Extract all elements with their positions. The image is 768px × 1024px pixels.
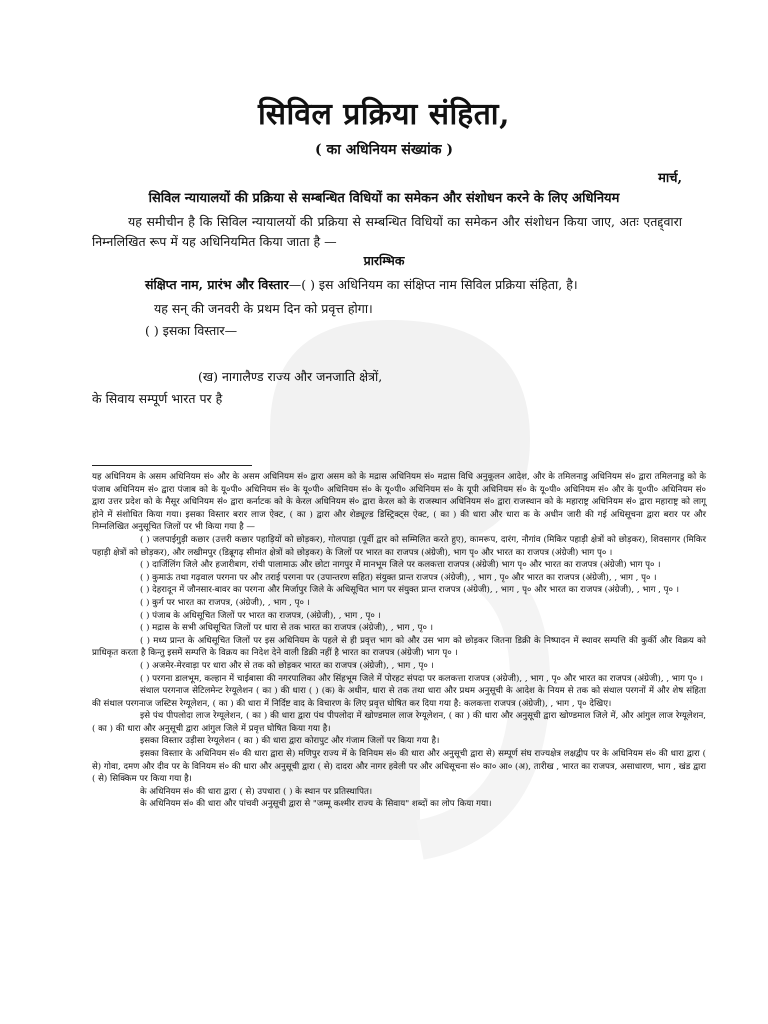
footnote: इसका विस्तार के अधिनियम सं० की धारा द्वारा से) मणिपुर राज्य में के विनियम सं० की धारा और अनुसूची द्वारा से) सम्पूर्ण संघ राज्यक्षेत्र लक्षद्वीप पर के अधिनियम सं० की धारा द्वारा ( से) गोवा, दमण और दीव पर के विनियम सं० की धारा और अनुसूची द्वारा ( से) दादरा और नागर हवेली पर और अधिसूचना सं० का० आ० (अ), तारीख , भारत का राजपत्र, असाधारण, भाग , खंड द्वारा ( से) सिक्किम पर किया गया है। <box>92 749 706 785</box>
section-1-text: —( ) इस अधिनियम का संक्षिप्त नाम सिविल प्रक्रिया संहिता, है। <box>288 277 578 292</box>
footnote: ( ) कुर्ग पर भारत का राजपत्र, (अंग्रेजी), , भाग , पृ० । <box>140 597 310 608</box>
footnote: के अधिनियम सं० की धारा और पांचवी अनुसूची द्वारा से "जम्मू कश्मीर राज्य के सिवाय" शब्दों का लोप किया गया। <box>140 799 492 810</box>
footnote: संथाल परगनाज सेटिलमेन्ट रेग्यूलेशन ( का ) की धारा ( ) (क) के अधीन, धारा से तक तथा धारा और प्रथम अनुसूची के आदेश के नियम से तक को संथाल परगनों में और शेष संहिता की संथाल परगनाज जस्टिस रेग्यूलेशन, ( का ) की धारा में निर्दिष्ट वाद के विचारण के लिए प्रवृत्त घोषित कर दिया गया है: कलकत्ता राजपत्र (अंग्रेजी), , भाग , पृ० देखिए। <box>92 686 706 709</box>
preliminary-heading: प्रारम्भिक <box>363 253 405 268</box>
page-title: सिविल प्रक्रिया संहिता, <box>257 97 511 132</box>
footnote: इसे पंथ पीपलोदा लाज रेग्यूलेशन, ( का ) की धारा द्वारा पंथ पीपलोदा में खोण्डमाल लाज रेग्यूलेशन, ( का ) की धारा और अनुसूची द्वारा खोण्डमाल जिले में, और आंगुल लाज रेग्यूलेशन, ( का ) की धारा और अनुसूची द्वारा आंगुल जिले में प्रवृत्त घोषित किया गया है। <box>92 711 706 734</box>
footnote-divider <box>92 465 252 466</box>
footnote: ( ) मद्रास के सभी अधिसूचित जिलों पर धारा से तक भारत का राजपत्र (अंग्रेजी), , भाग , पृ० । <box>140 623 433 634</box>
act-number-line: ( का अधिनियम संख्यांक ) <box>314 142 454 158</box>
footnote: इसका विस्तार उड़ीसा रेग्यूलेशन ( का ) की धारा द्वारा कोरापुट और गंजाम जिलों पर किया गया है। <box>140 736 440 747</box>
section-1-heading: संक्षिप्त नाम, प्रारंभ और विस्तार <box>145 277 289 292</box>
footnote: यह अधिनियम के असम अधिनियम सं० और के असम अधिनियम सं० द्वारा असम को के मद्रास अधिनियम सं० मद्रास विधि अनुकूलन आदेश, और के तमिलनाडु अधिनियम सं० द्वारा तमिलनाडु को के पंजाब अधिनियम सं० द्वारा पंजाब को के यू०पी० अधिनियम सं० के यू०पी० अधिनियम सं० के यू०पी० अधिनियम सं० के यूपी अधिनियम सं० के यू०पी० अधिनियम सं० और के यू०पी० अधिनियम सं० द्वारा उत्तर प्रदेश को के मैसूर अधिनियम सं० द्वारा कर्नाटक को के केरल अधिनियम सं० द्वारा केरल को के राजस्थान अधिनियम सं० द्वारा राजस्थान को के महाराष्ट्र अधिनियम सं० द्वारा महाराष्ट्र को लागू होने में संशोधित किया गया। इसका विस्तार बरार लाज ऐक्ट, ( का ) द्वारा और शेड्यूल्ड डिस्ट्रिक्ट्स ऐक्ट, ( का ) की धारा और धारा क के अधीन जारी की गई अधिसूचना द्वारा बरार पर और निम्नलिखित अनुसूचित जिलों पर भी किया गया है — <box>92 472 706 533</box>
footnote: ( ) मध्य प्रान्त के अधिसूचित जिलों पर इस अधिनियम के पहले से ही प्रवृत्त भाग को और उस भाग को छोड़कर जितना डिक्री के निष्पादन में स्थावर सम्पत्ति की कुर्की और विक्रय को प्राधिकृत करता है किन्तु इसमें सम्पत्ति के विक्रय का निदेश देने वाली डिक्री नहीं है भारत का राजपत्र (अंग्रेजी) भाग पृ० । <box>92 635 706 659</box>
section-1-ending: के सिवाय सम्पूर्ण भारत पर है <box>92 391 223 406</box>
footnote: ( ) जलपाईगुड़ी कछार (उत्तरी कछार पहाड़ियों को छोड़कर), गोलपाड़ा (पूर्वी द्वार को सम्मिलित करते हुए), कामरूप, दारंग, नौगांव (मिकिर पहाड़ी क्षेत्रों को छोड़कर), शिवसागर (मिकिर पहाड़ी क्षेत्रों को छोड़कर), और लखीमपुर (डिब्रूगढ़ सीमांत क्षेत्रों को छोड़कर) के जिलों पर भारत का राजपत्र (अंग्रेजी), भाग पृ० और भारत का राजपत्र (अंग्रेजी) भाग पृ० । <box>92 534 706 558</box>
section-1-sub3: ( ) इसका विस्तार— <box>145 323 238 338</box>
section-1-clause-kh: (ख) नागालैण्ड राज्य और जनजाति क्षेत्रों, <box>198 369 383 384</box>
long-title: सिविल न्यायालयों की प्रक्रिया से सम्बन्धित विधियों का समेकन और संशोधन करने के लिए अधिनियम <box>148 191 620 206</box>
preamble: यह समीचीन है कि सिविल न्यायालयों की प्रक्रिया से सम्बन्धित विधियों का समेकन और संशोधन किया जाए, अतः एतद्द्वारा निम्नलिखित रूप में यह अधिनियमित किया जाता है — <box>92 214 682 249</box>
footnotes <box>92 471 706 811</box>
footnote: ( ) परगना डालभूम, कल्हान में चाईबासा की नगरपालिका और सिंहभूम जिले में पोरहट संपदा पर कलकत्ता राजपत्र (अंग्रेजी), , भाग , पृ० और भारत का राजपत्र (अंग्रेजी), , भाग पृ० । <box>140 673 703 684</box>
footnote: ( ) देहरादून में जौनसार-बावर का परगना और मिर्जापुर जिले के अधिसूचित भाग पर संयुक्त प्रान्त राजपत्र (अंग्रेजी), , भाग , पृ० और भारत का राजपत्र (अंग्रेजी), , भाग , पृ० । <box>140 585 679 596</box>
footnote: ( ) कुमाऊं तथा गढ़वाल परगना पर और तराई परगना पर (उपान्तरण सहित) संयुक्त प्रान्त राजपत्र (अंग्रेजी), , भाग , पृ० और भारत का राजपत्र (अंग्रेजी), , भाग , पृ० । <box>140 572 657 583</box>
footnote: ( ) दार्जिलिंग जिले और हजारीबाग, रांची पालामाऊ और छोटा नागपुर में मानभूम जिले पर कलकत्ता राजपत्र (अंग्रेजी) भाग पृ० और भारत का राजपत्र (अंग्रेजी) भाग पृ० । <box>140 560 661 571</box>
date-line: मार्च, <box>658 171 682 186</box>
footnote: के अधिनियम सं० की धारा द्वारा ( से) उपधारा ( ) के स्थान पर प्रतिस्थापित। <box>140 786 373 797</box>
section-1-sub2: यह सन् की जनवरी के प्रथम दिन को प्रवृत्त होगा। <box>154 301 373 316</box>
footnote: ( ) अजमेर-मेरवाड़ा पर धारा और से तक को छोड़कर भारत का राजपत्र (अंग्रेजी), , भाग , पृ० । <box>140 660 434 671</box>
footnote: ( ) पंजाब के अधिसूचित जिलों पर भारत का राजपत्र, (अंग्रेजी), , भाग , पृ० । <box>140 610 381 621</box>
section-1 <box>145 276 705 293</box>
